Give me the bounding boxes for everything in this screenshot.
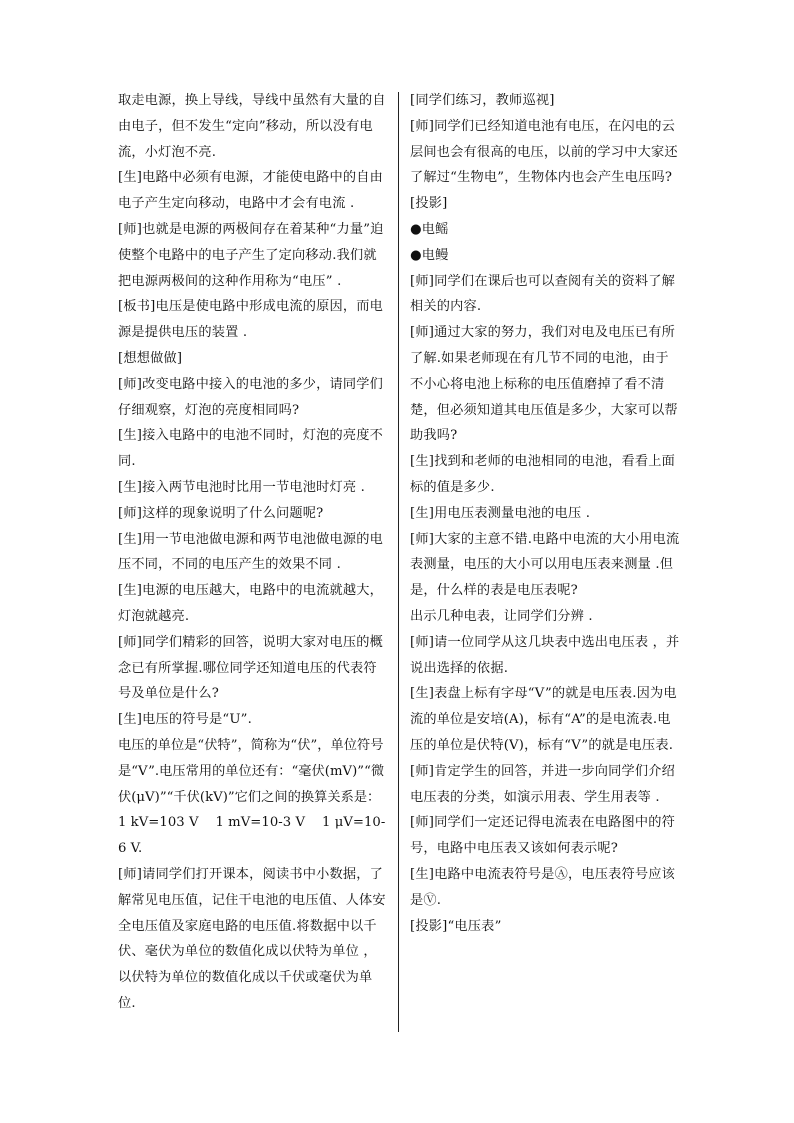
bullet-item: ●电鳐 <box>410 221 449 237</box>
unit-conversion-paragraph: 电压的单位是“伏特”，简称为“伏”，单位符号是“V”.电压常用的单位还有：“毫伏(mV)”“微伏(μV)”“千伏(kV)”它们之间的换算关系是：1 kV=103 V 1 mV=10-3 V 1 μV=10-6 V. <box>118 737 386 857</box>
paragraph: [生]电路中电流表符号是Ⓐ，电压表符号应该是Ⓥ. <box>410 866 676 908</box>
paragraph: [生]接入电路中的电池不同时，灯泡的亮度不同. <box>118 428 384 470</box>
paragraph: [师]也就是电源的两极间存在着某种“力量”迫使整个电路中的电子产生了定向移动.我们就把电源两极间的这种作用称为“电压” . <box>118 221 384 289</box>
paragraph: [师]同学们精彩的回答，说明大家对电压的概念已有所掌握.哪位同学还知道电压的代表符号及单位是什么? <box>118 634 384 702</box>
paragraph: [板书]电压是使电路中形成电流的原因，而电源是提供电压的装置 . <box>118 299 384 341</box>
paragraph: [师]同学们在课后也可以查阅有关的资料了解相关的内容. <box>410 273 676 315</box>
paragraph: [生]接入两节电池时比用一节电池时灯亮 . <box>118 479 366 495</box>
paragraph: [同学们练习，教师巡视] <box>410 93 555 108</box>
paragraph: [师]请一位同学从这几块表中选出电压表 ，并说出选择的依据. <box>410 634 680 676</box>
paragraph: 出示几种电表，让同学们分辨 . <box>410 608 593 624</box>
paragraph: [师]大家的主意不错.电路中电流的大小用电流表测量，电压的大小可以用电压表来测量 .但是，什么样的表是电压表呢? <box>410 531 680 599</box>
paragraph: [生]用电压表测量电池的电压 . <box>410 505 591 521</box>
paragraph: [生]找到和老师的电池相同的电池，看看上面标的值是多少. <box>410 454 676 495</box>
paragraph: [想想做做] <box>118 350 183 366</box>
paragraph: [师]请同学们打开课本，阅读书中小数据，了解常见电压值，记住干电池的电压值、人体安全电压值及家庭电路的电压值.将数据中以千伏、毫伏为单位的数值化成以伏特为单位 ，以伏特为单位的数值化成以千伏或毫伏为单位. <box>118 866 386 1011</box>
paragraph: [师]这样的现象说明了什么问题呢? <box>118 505 324 521</box>
paragraph: [生]电压的符号是“U”. <box>118 712 252 728</box>
paragraph: [师]通过大家的努力，我们对电及电压已有所了解.如果老师现在有几节不同的电池，由于不小心将电池上标称的电压值磨掉了看不清楚，但必须知道其电压值是多少，大家可以帮助我吗? <box>410 325 678 444</box>
paragraph: [生]表盘上标有字母“V”的就是电压表.因为电流的单位是安培(A)，标有“A”的是电流表.电压的单位是伏特(V)，标有“V”的就是电压表. <box>410 686 677 753</box>
paragraph: [投影]“电压表” <box>410 918 502 934</box>
paragraph: [生]电路中必须有电源，才能使电路中的自由电子产生定向移动，电路中才会有电流 . <box>118 170 384 212</box>
right-text-column <box>410 88 682 939</box>
column-divider <box>398 92 399 1032</box>
paragraph: [师]同学们已经知道电池有电压，在闪电的云层间也会有很高的电压，以前的学习中大家还了解过“生物电”，生物体内也会产生电压吗? <box>410 118 678 186</box>
paragraph: [师]肯定学生的回答，并进一步向同学们介绍电压表的分类，如演示用表、学生用表等 . <box>410 763 676 805</box>
left-text-column <box>118 88 388 1017</box>
paragraph: 取走电源，换上导线，导线中虽然有大量的自由电子，但不发生“定向”移动，所以没有电流，小灯泡不亮. <box>118 93 386 160</box>
bullet-item: ●电鳗 <box>410 247 449 263</box>
paragraph: [师]改变电路中接入的电池的多少，请同学们仔细观察，灯泡的亮度相同吗? <box>118 376 384 418</box>
paragraph: [生]用一节电池做电源和两节电池做电源的电压不同，不同的电压产生的效果不同 . <box>118 531 384 573</box>
paragraph: [投影] <box>410 196 448 212</box>
paragraph: [师]同学们一定还记得电流表在电路图中的符号，电路中电压表又该如何表示呢? <box>410 815 676 857</box>
paragraph: [生]电源的电压越大，电路中的电流就越大，灯泡就越亮. <box>118 583 384 624</box>
